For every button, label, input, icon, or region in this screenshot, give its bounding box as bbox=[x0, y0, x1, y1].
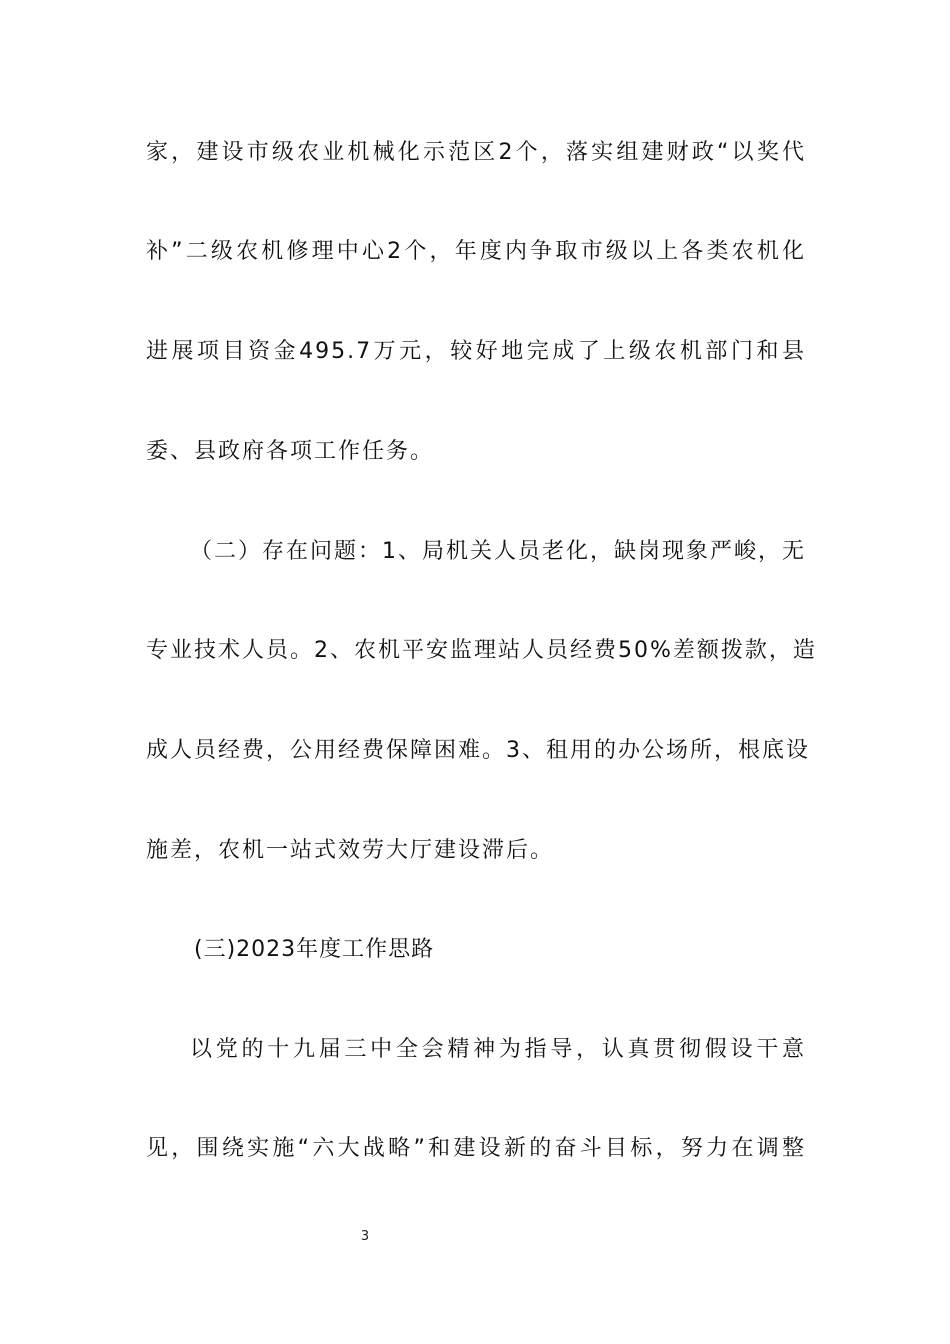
paragraph-2-line-2: 专业技术人员。2、农机平安监理站人员经费50%差额拨款，造 bbox=[146, 638, 817, 663]
paragraph-3-line-2: 见，围绕实施“六大战略”和建设新的奋斗目标，努力在调整 bbox=[146, 1136, 806, 1161]
paragraph-1-line-2: 补”二级农机修理中心2个，年度内争取市级以上各类农机化 bbox=[146, 239, 806, 264]
section-heading-3: (三)2023年度工作思路 bbox=[194, 937, 435, 962]
paragraph-2-line-4: 施差，农机一站式效劳大厅建设滞后。 bbox=[146, 838, 555, 863]
paragraph-1-line-1: 家，建设市级农业机械化示范区2个，落实组建财政“以奖代 bbox=[146, 140, 806, 165]
paragraph-2-line-3: 成人员经费，公用经费保障困难。3、租用的办公场所，根底设 bbox=[146, 738, 810, 763]
paragraph-2-line-1: （二）存在问题：1、局机关人员老化，缺岗现象严峻，无 bbox=[190, 539, 806, 564]
paragraph-1-line-3: 进展项目资金495.7万元，较好地完成了上级农机部门和县 bbox=[146, 339, 806, 364]
page-number: 3 bbox=[360, 1229, 370, 1244]
paragraph-3-line-1: 以党的十九届三中全会精神为指导，认真贯彻假设干意 bbox=[190, 1037, 806, 1062]
paragraph-1-line-4: 委、县政府各项工作任务。 bbox=[146, 439, 435, 464]
